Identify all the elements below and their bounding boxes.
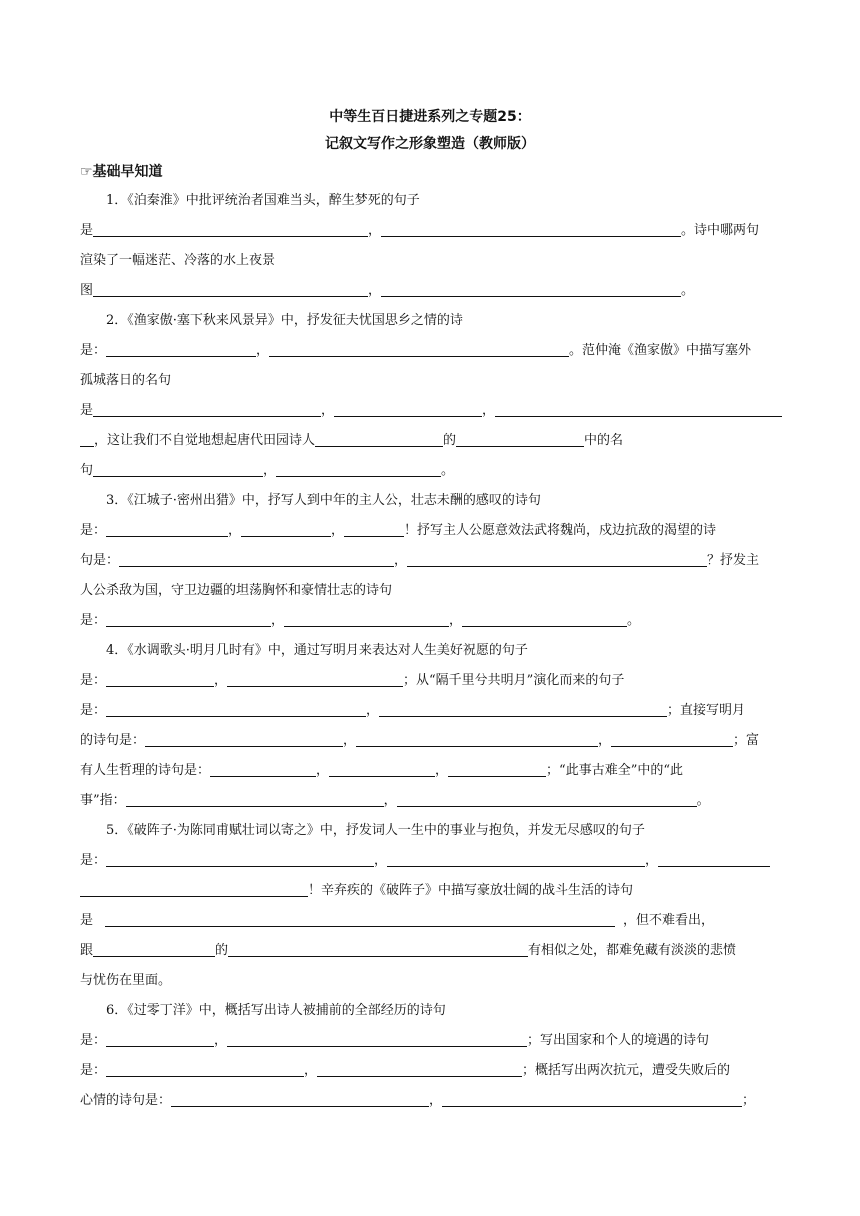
blank[interactable]: [106, 701, 366, 717]
answer-line: [80, 611, 782, 631]
text: 渲染了一幅迷茫、冷落的水上夜景: [80, 253, 276, 268]
text: 是：: [80, 673, 107, 688]
blank[interactable]: [241, 521, 331, 537]
text: 是：: [80, 1063, 107, 1078]
blank[interactable]: [658, 851, 770, 867]
text: ，: [435, 763, 449, 778]
answer-line: [80, 461, 782, 481]
text: 句是：: [80, 553, 120, 568]
text: ；富: [733, 733, 760, 748]
blank[interactable]: [462, 611, 627, 627]
text: ，: [374, 853, 388, 868]
blank[interactable]: [269, 341, 569, 357]
text: ；直接写明月: [667, 703, 746, 718]
question-5-line: [106, 821, 782, 841]
text: 中的名: [584, 433, 624, 448]
text: ？抒发主: [707, 553, 760, 568]
text: ；从“隔千里兮共明月”演化而来的句子: [403, 673, 625, 688]
text: 是：: [80, 853, 107, 868]
blank[interactable]: [106, 611, 271, 627]
text: ，: [256, 343, 270, 358]
blank[interactable]: [317, 1061, 522, 1077]
text: 图: [80, 283, 94, 298]
blank[interactable]: [93, 401, 321, 417]
answer-line: [80, 1031, 782, 1051]
text: 跟: [80, 943, 94, 958]
text: 与忧伤在里面。: [80, 973, 172, 988]
text: ，: [368, 223, 382, 238]
answer-line: [80, 791, 782, 811]
answer-line: [80, 341, 782, 361]
blank[interactable]: [106, 341, 256, 357]
answer-line: [80, 911, 782, 931]
text: 3．《江城子·密州出猎》中，抒写人到中年的主人公，壮志未酬的感叹的诗句: [106, 493, 541, 508]
text: ！抒写主人公愿意效法武将魏尚，戍边抗敌的渴望的诗: [404, 523, 717, 538]
text-line: [80, 371, 782, 391]
blank[interactable]: [145, 731, 343, 747]
blank[interactable]: [80, 881, 308, 897]
question-1-line: [106, 191, 782, 211]
text: ，: [316, 763, 330, 778]
text-line: [80, 581, 782, 601]
blank[interactable]: [106, 1061, 304, 1077]
blank[interactable]: [381, 281, 681, 297]
text: 是: [80, 913, 94, 928]
text: ，这让我们不自觉地想起唐代田园诗人: [94, 433, 316, 448]
blank[interactable]: [456, 431, 584, 447]
blank[interactable]: [93, 941, 215, 957]
text: ；: [742, 1093, 756, 1108]
question-4-line: [106, 641, 782, 661]
blank[interactable]: [495, 401, 782, 417]
answer-line: [80, 881, 782, 901]
text: 有相似之处，都难免藏有淡淡的悲愤: [528, 943, 737, 958]
section-heading: ☞基础早知道: [80, 164, 163, 180]
text: ，: [343, 733, 357, 748]
blank[interactable]: [106, 851, 374, 867]
blank[interactable]: [387, 851, 645, 867]
text: 是: [80, 223, 94, 238]
blank[interactable]: [448, 761, 546, 777]
blank[interactable]: [329, 761, 435, 777]
answer-line: [80, 401, 782, 421]
blank[interactable]: [334, 401, 482, 417]
text: ，: [214, 1033, 228, 1048]
document-title: 中等生百日捷进系列之专题25：: [329, 109, 531, 125]
question-2-line: [106, 311, 782, 331]
text: ，: [214, 673, 228, 688]
blank[interactable]: [228, 941, 528, 957]
text: 是: [80, 403, 94, 418]
text: ，: [598, 733, 612, 748]
blank[interactable]: [227, 671, 403, 687]
text: 。: [627, 613, 641, 628]
text: ，: [271, 613, 285, 628]
question-6-line: [106, 1001, 782, 1021]
answer-line: [80, 1061, 782, 1081]
text: 是：: [80, 343, 107, 358]
text: 是：: [80, 523, 107, 538]
text: ，: [394, 553, 408, 568]
text: 是：: [80, 613, 107, 628]
blank[interactable]: [611, 731, 733, 747]
text: ，: [383, 793, 397, 808]
blank[interactable]: [106, 1031, 214, 1047]
text: ，但不难看出，: [623, 913, 715, 928]
text: ；写出国家和个人的境遇的诗句: [527, 1033, 710, 1048]
text: ，: [321, 403, 335, 418]
text: 。: [441, 463, 455, 478]
answer-line: [80, 671, 782, 691]
blank[interactable]: [397, 791, 697, 807]
answer-line: [80, 281, 782, 301]
text: 的: [215, 943, 229, 958]
text: ；“此事古难全”中的“此: [546, 763, 683, 778]
text: 1．《泊秦淮》中批评统治者国难当头，醉生梦死的句子: [106, 193, 420, 208]
text: ，: [368, 283, 382, 298]
blank[interactable]: [210, 761, 316, 777]
blank[interactable]: [93, 461, 263, 477]
text: ，: [263, 463, 277, 478]
text: ，: [228, 523, 242, 538]
blank[interactable]: [442, 1091, 742, 1107]
text: 5．《破阵子·为陈同甫赋壮词以寄之》中，抒发词人一生中的事业与抱负，并发无尽感叹的句子: [106, 823, 645, 838]
blank[interactable]: [106, 521, 228, 537]
text: ，: [482, 403, 496, 418]
text: 孤城落日的名句: [80, 373, 172, 388]
text-line: [80, 971, 782, 991]
text: ；概括写出两次抗元，遭受失败后的: [522, 1063, 731, 1078]
blank[interactable]: [284, 611, 449, 627]
blank[interactable]: [126, 791, 384, 807]
blank[interactable]: [80, 431, 94, 447]
answer-line: [80, 221, 782, 241]
answer-line: [80, 551, 782, 571]
blank[interactable]: [93, 281, 368, 297]
question-3-line: [106, 491, 782, 511]
text: 有人生哲理的诗句是：: [80, 763, 211, 778]
text: ，: [449, 613, 463, 628]
answer-line: [80, 701, 782, 721]
blank[interactable]: [93, 221, 368, 237]
document-subtitle: 记叙文写作之形象塑造（教师版）: [325, 136, 535, 152]
text: ，: [331, 523, 345, 538]
text: ，: [429, 1093, 443, 1108]
answer-line: [80, 431, 782, 451]
text: 。诗中哪两句: [681, 223, 760, 238]
text: 6．《过零丁洋》中，概括写出诗人被捕前的全部经历的诗句: [106, 1003, 446, 1018]
blank[interactable]: [171, 1091, 429, 1107]
blank[interactable]: [381, 221, 681, 237]
text: 。: [681, 283, 695, 298]
blank[interactable]: [119, 551, 394, 567]
text: 2．《渔家傲·塞下秋来风景异》中，抒发征夫忧国思乡之情的诗: [106, 313, 463, 328]
text-line: [80, 251, 782, 271]
text: ！辛弃疾的《破阵子》中描写豪放壮阔的战斗生活的诗句: [308, 883, 634, 898]
text: ，: [645, 853, 659, 868]
text: ，: [366, 703, 380, 718]
answer-line: [80, 851, 782, 871]
answer-line: [80, 521, 782, 541]
text: 事”指：: [80, 793, 126, 808]
text: 。: [696, 793, 710, 808]
blank[interactable]: [407, 551, 707, 567]
blank[interactable]: [344, 521, 404, 537]
text: 的: [443, 433, 457, 448]
blank[interactable]: [106, 671, 214, 687]
blank[interactable]: [379, 701, 667, 717]
text: 的诗句是：: [80, 733, 146, 748]
answer-line: [80, 1091, 782, 1111]
answer-line: [80, 941, 782, 961]
text: 句: [80, 463, 94, 478]
text: ，: [304, 1063, 318, 1078]
blank[interactable]: [356, 731, 598, 747]
text: 人公杀敌为国，守卫边疆的坦荡胸怀和豪情壮志的诗句: [80, 583, 393, 598]
answer-line: [80, 761, 782, 781]
text: 是：: [80, 1033, 107, 1048]
text: 。范仲淹《渔家傲》中描写塞外: [569, 343, 752, 358]
blank[interactable]: [105, 911, 615, 927]
answer-line: [80, 731, 782, 751]
blank[interactable]: [227, 1031, 527, 1047]
text: 是：: [80, 703, 107, 718]
blank[interactable]: [315, 431, 443, 447]
text: 心情的诗句是：: [80, 1093, 172, 1108]
blank[interactable]: [276, 461, 441, 477]
text: 4．《水调歌头·明月几时有》中，通过写明月来表达对人生美好祝愿的句子: [106, 643, 528, 658]
